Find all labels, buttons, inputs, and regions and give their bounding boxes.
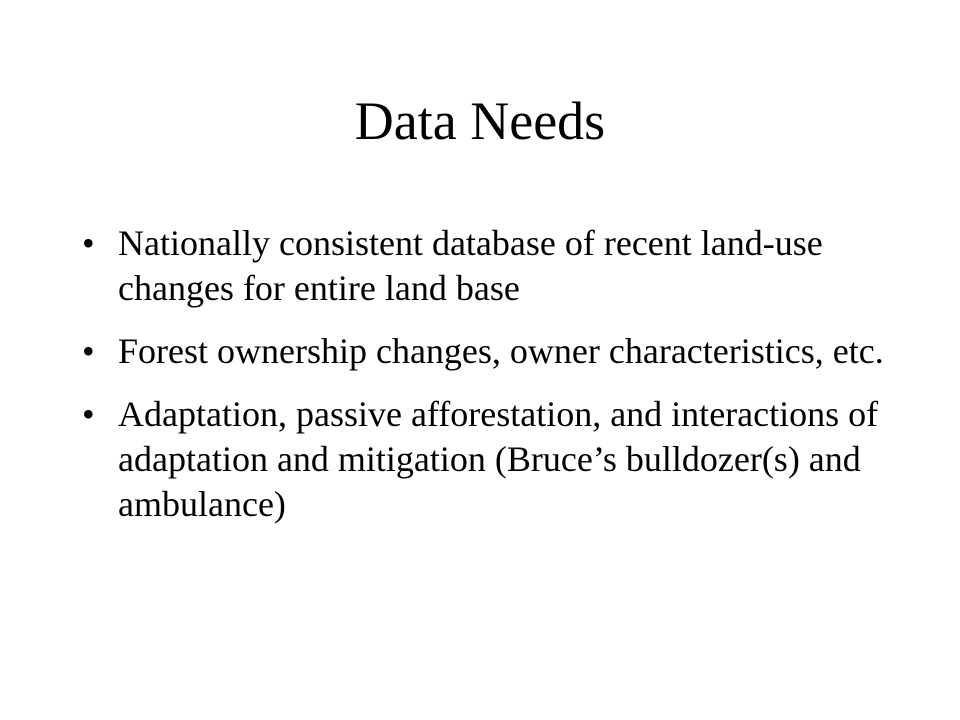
bullet-text: Adaptation, passive afforestation, and interactions of adaptation and mitigation (Bruce’s bulldozer(s) and ambulance) [118, 394, 879, 524]
bullet-item-forest-ownership [72, 329, 902, 374]
bullet-text: Nationally consistent database of recent land-use changes for entire land base [118, 223, 823, 308]
bullet-icon: • [82, 331, 95, 371]
bullet-icon: • [82, 394, 95, 434]
slide-title: Data Needs [354, 91, 606, 151]
bullet-item-adaptation [72, 392, 902, 527]
bullet-text: Forest ownership changes, owner characteristics, etc. [118, 331, 884, 371]
bullet-list [72, 221, 902, 545]
bullet-icon: • [82, 223, 95, 263]
bullet-item-land-use [72, 221, 902, 311]
